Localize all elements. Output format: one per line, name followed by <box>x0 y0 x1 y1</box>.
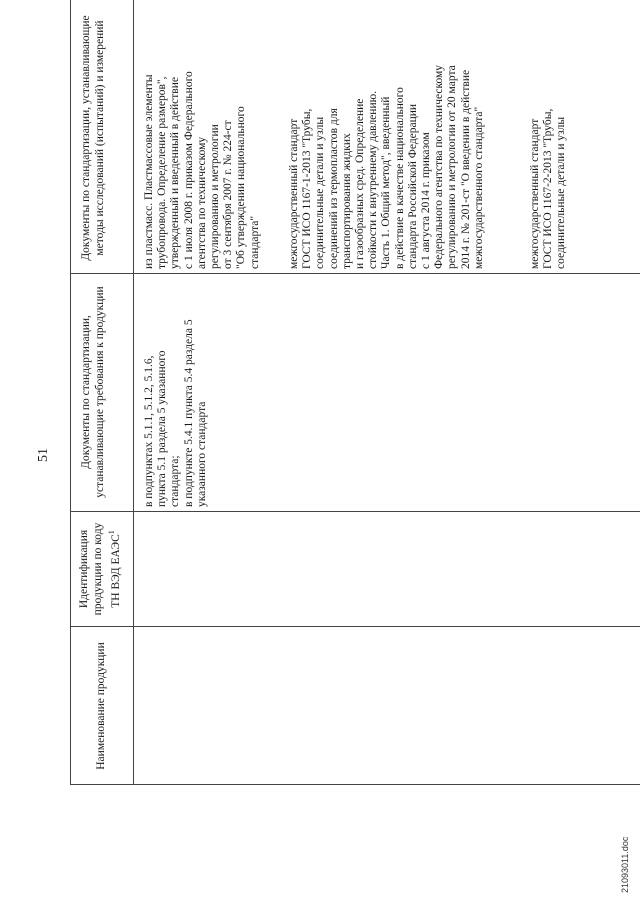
footer-filename: 21093011.doc <box>620 836 630 893</box>
header-identification-text: Идентификация продукции по коду ТН ВЭД ЕАЭС <box>78 522 122 616</box>
cell-methods-block-1: из пластмасс. Пластмассовые элементы трубопровода. Определение размеров", утвержденный и введенный в действие с 1 июля 2008 г. приказом Федерального агентства по техническому регулированию и метрологии от 3 сентября 2007 г. № 224-ст "Об утверждении национального стандарта" <box>143 71 261 269</box>
cell-requirements-docs: в подпунктах 5.1.1, 5.1.2, 5.1.6, пункта 5.1 раздела 5 указанного стандарта; в подпункте 5.4.1 пункта 5.4 раздела 5 указанного стандарта <box>143 319 208 507</box>
header-requirements-docs: Документы по стандартизации, устанавливающие требования к продукции <box>80 286 106 498</box>
footnote-marker: 1 <box>107 530 116 535</box>
page-number: 51 <box>36 448 51 462</box>
header-identification <box>77 515 123 623</box>
header-product-name: Наименование продукции <box>95 642 107 770</box>
header-methods-docs: Документы по стандартизации, устанавливающие методы исследований (испытаний) и измерений <box>80 15 106 261</box>
cell-methods-block-3: межгосударственный стандарт ГОСТ ИСО 1167-2-2013 "Трубы, соединительные детали и узлы <box>529 108 568 269</box>
cell-methods-block-2: межгосударственный стандарт ГОСТ ИСО 1167-1-2013 "Трубы, соединительные детали и узлы соединений из термопластов для транспортирования жидких и газообразных сред. Определение стойкости к внутреннему давлению. Часть 1. Общий метод", введенный в действие в качестве национального стандарта Российской Федерации с 1 августа 2014 г. приказом Федерального агентства по техническому регулированию и метрологии от 20 марта 2014 г. № 201-ст "О введении в действие межгосударственного стандарта" <box>288 64 485 269</box>
